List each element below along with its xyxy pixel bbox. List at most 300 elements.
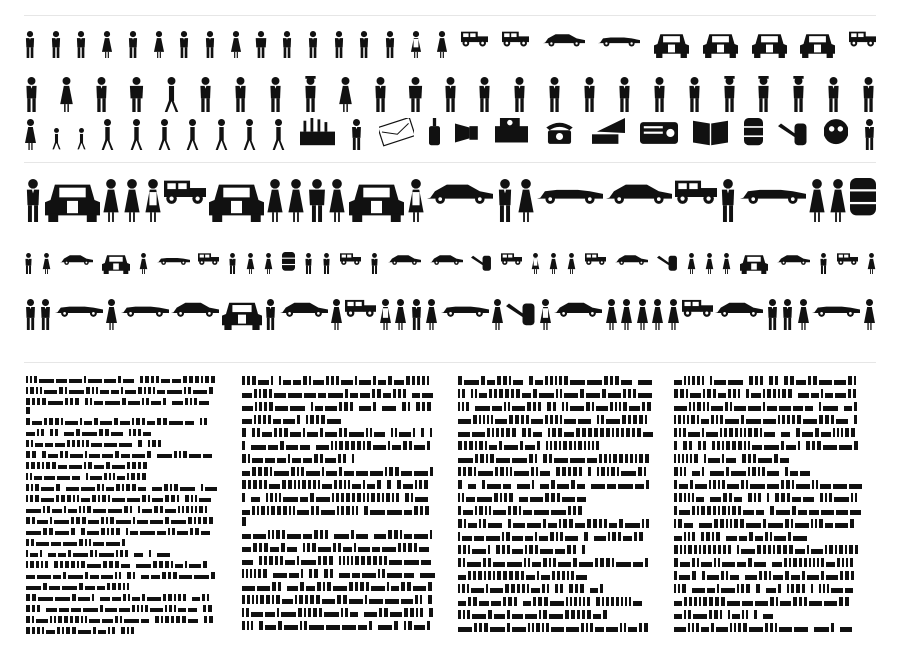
specimen-glyph [550,532,554,541]
specimen-glyph [737,562,746,567]
specimen-glyph [854,441,858,450]
specimen-glyph [134,553,143,557]
specimen-glyph [151,376,154,383]
specimen-glyph [587,458,597,463]
specimen-glyph [767,493,769,502]
specimen-glyph [291,467,295,476]
specimen-glyph [674,406,687,411]
specimen-glyph [473,597,477,606]
specimen-glyph [819,584,821,593]
specimen-glyph [406,376,410,385]
person-woman-icon [687,252,696,274]
specimen-glyph [159,561,163,568]
specimen-glyph [401,582,405,591]
sedan-car-icon [502,30,529,58]
specimen-glyph [557,493,560,502]
specimen-glyph [64,616,68,623]
specimen-glyph [352,454,354,463]
specimen-glyph [505,389,509,398]
specimen-glyph [303,376,307,385]
specimen-glyph [40,550,42,557]
specimen-glyph [421,560,431,565]
telephone-switchboard-icon [495,118,528,150]
specimen-glyph [286,445,298,450]
specimen-glyph [121,564,130,568]
person-woman-icon [808,178,826,222]
specimen-glyph [621,471,636,476]
specimen-glyph [338,543,341,552]
specimen-glyph [550,601,564,606]
specimen-glyph [597,467,599,476]
specimen-glyph [318,547,331,552]
specimen-glyph [339,573,350,578]
specimen-glyph [587,610,591,619]
specimen-glyph [242,517,246,526]
specimen-glyph [611,597,614,606]
specimen-glyph [352,493,355,502]
specimen-glyph [30,376,32,383]
specimen-glyph [839,445,852,450]
specimen-glyph [475,454,478,463]
specimen-glyph [392,493,394,502]
specimen-glyph [242,595,245,604]
specimen-glyph [352,573,360,578]
specimen-glyph [298,480,300,489]
specimen-glyph [633,601,642,606]
specimen-glyph [143,462,147,469]
specimen-glyph [420,608,423,617]
specimen-glyph [468,467,472,476]
limousine-car-icon [171,298,219,330]
specimen-glyph [132,418,134,425]
specimen-glyph [802,584,805,593]
specimen-glyph [130,531,138,535]
specimen-glyph [26,495,28,502]
specimen-glyph [420,573,435,578]
specimen-glyph [195,495,197,502]
specimen-glyph [688,545,692,554]
specimen-glyph [845,571,849,580]
specimen-glyph [458,432,470,437]
specimen-glyph [382,547,396,552]
specimen-glyph [280,556,283,565]
specimen-glyph [704,454,706,463]
specimen-glyph [265,625,276,630]
specimen-glyph [191,506,193,513]
specimen-glyph [702,467,704,476]
specimen-glyph [743,623,747,632]
specimen-glyph [100,605,103,612]
specimen-glyph [601,467,605,476]
specimen-glyph [815,519,817,528]
specimen-glyph [543,519,546,528]
specimen-glyph [688,493,690,502]
specimen-glyph [177,531,188,535]
specimen-glyph [718,480,720,489]
specimen-glyph [571,610,575,619]
specimen-glyph [48,401,63,405]
specimen-glyph [382,406,396,411]
specimen-glyph [183,594,186,601]
specimen-glyph [119,608,130,612]
specimen-glyph [408,543,412,552]
specimen-glyph [823,584,825,593]
specimen-glyph [307,543,310,552]
specimen-glyph [595,558,598,567]
specimen-glyph [812,480,814,489]
specimen-glyph [133,429,136,436]
specimen-glyph [674,441,677,450]
barrel-icon [744,118,763,150]
specimen-glyph [383,393,391,398]
front-car-icon [209,178,264,222]
specimen-glyph [127,498,140,502]
person-reading-icon [496,178,514,222]
specimen-glyph [837,558,840,567]
specimen-glyph [784,376,788,385]
pipe-icon [471,252,492,274]
specimen-glyph [82,517,86,524]
specimen-glyph [472,549,486,554]
person-suit-icon [652,76,667,112]
specimen-glyph [633,389,636,398]
specimen-glyph [512,549,523,554]
specimen-glyph [691,415,695,424]
limousine-car-icon [606,178,672,222]
front-car-icon [800,30,835,58]
specimen-glyph [343,595,347,604]
specimen-glyph [622,415,626,424]
specimen-glyph [370,510,385,515]
specimen-glyph [784,558,787,567]
specimen-glyph [72,627,76,634]
person-woman-icon [797,298,810,330]
specimen-glyph [265,612,275,617]
specimen-glyph [303,458,312,463]
specimen-glyph [521,415,524,424]
specimen-glyph [338,454,341,463]
specimen-glyph [112,465,125,469]
specimen-glyph [178,506,180,513]
specimen-glyph [26,432,35,436]
specimen-glyph [427,402,431,411]
specimen-glyph [419,480,422,489]
specimen-glyph [188,387,191,394]
specimen-glyph [793,597,797,606]
specimen-glyph [837,428,839,437]
specimen-glyph [26,451,30,458]
specimen-glyph [600,428,604,437]
specimen-glyph [492,406,502,411]
specimen-glyph [269,389,272,398]
specimen-glyph [793,558,797,567]
specimen-glyph [346,506,350,515]
specimen-glyph [58,553,66,557]
specimen-glyph [242,393,252,398]
specimen-glyph [763,402,765,411]
specimen-glyph [687,415,689,424]
specimen-glyph [592,402,594,411]
specimen-glyph [523,601,531,606]
person-worker-icon [198,76,213,112]
specimen-glyph [536,623,540,632]
specimen-glyph [192,597,200,601]
specimen-glyph [762,467,765,476]
specimen-glyph [558,562,571,567]
specimen-glyph [112,583,116,590]
specimen-glyph [742,601,753,606]
specimen-glyph [264,556,267,565]
specimen-glyph [479,393,487,398]
specimen-glyph [320,454,323,463]
specimen-glyph [610,402,613,411]
specimen-glyph [404,560,419,565]
specimen-glyph [263,415,266,424]
specimen-glyph [290,432,301,437]
specimen-glyph [686,389,688,398]
specimen-glyph [523,510,532,515]
specimen-glyph [473,571,476,580]
specimen-glyph [707,575,719,580]
specimen-glyph [674,571,677,580]
specimen-glyph [633,562,643,567]
specimen-glyph [332,493,334,502]
specimen-glyph [157,553,170,557]
specimen-glyph [88,462,92,469]
specimen-glyph [793,406,803,411]
specimen-glyph [720,428,722,437]
specimen-glyph [349,599,363,604]
specimen-glyph [50,429,53,436]
specimen-glyph [781,480,784,489]
specimen-glyph [373,376,376,385]
front-car-icon [752,30,787,58]
specimen-glyph [645,415,647,424]
specimen-glyph [533,597,536,606]
specimen-glyph [47,506,50,513]
specimen-glyph [297,467,299,476]
specimen-glyph [625,454,628,463]
specimen-glyph [475,506,477,515]
specimen-glyph [458,458,473,463]
specimen-glyph [487,484,501,489]
specimen-glyph [61,418,63,425]
specimen-glyph [674,467,678,476]
specimen-glyph [45,443,53,447]
specimen-glyph [165,605,167,612]
specimen-glyph [408,402,410,411]
specimen-glyph [692,506,695,515]
specimen-glyph [550,441,552,450]
specimen-glyph [49,586,60,590]
specimen-glyph [479,441,483,450]
specimen-glyph [285,560,295,565]
specimen-glyph [817,558,819,567]
specimen-glyph [540,549,553,554]
specimen-glyph [26,627,30,634]
specimen-glyph [307,432,318,437]
specimen-glyph [740,428,742,437]
specimen-glyph [758,467,760,476]
specimen-glyph [504,445,518,450]
specimen-glyph [500,467,504,476]
specimen-glyph [43,528,47,535]
specimen-glyph [150,608,163,612]
specimen-glyph [503,597,506,606]
specimen-glyph [478,571,482,580]
specimen-glyph [32,616,34,623]
specimen-glyph [775,623,777,632]
specimen-glyph [77,561,79,568]
specimen-glyph [325,432,337,437]
specimen-glyph [309,569,312,578]
specimen-glyph [568,467,571,476]
specimen-glyph [701,627,709,632]
specimen-glyph [679,493,682,502]
specimen-glyph [85,539,87,546]
specimen-glyph [396,493,399,502]
specimen-glyph [819,402,821,411]
specimen-glyph [817,441,821,450]
specimen-glyph [100,597,110,601]
person-standing-icon [333,30,345,58]
specimen-glyph [264,543,268,552]
specimen-glyph [811,549,823,554]
specimen-glyph [714,558,716,567]
specimen-glyph [737,584,739,593]
specimen-glyph [414,506,418,515]
specimen-glyph [590,588,598,593]
specimen-glyph [850,558,853,567]
specimen-glyph [117,476,125,480]
specimen-glyph [748,406,761,411]
specimen-glyph [770,623,773,632]
specimen-glyph [174,451,177,458]
specimen-glyph [42,398,46,405]
specimen-glyph [486,584,488,593]
specimen-glyph [422,376,425,385]
specimen-glyph [208,605,212,612]
specimen-glyph [56,379,67,383]
specimen-glyph [682,584,686,593]
person-woman-icon [567,252,576,274]
specimen-glyph [633,415,637,424]
specimen-glyph [73,495,75,502]
specimen-glyph [615,402,617,411]
specimen-glyph [530,497,543,502]
specimen-glyph [773,575,783,580]
specimen-glyph [99,429,103,436]
specimen-glyph [732,614,740,619]
specimen-glyph [259,480,262,489]
specimen-glyph [283,380,291,385]
person-woman-icon [667,298,680,330]
specimen-glyph [586,623,588,632]
specimen-glyph [535,545,538,554]
specimen-glyph [597,415,599,424]
specimen-glyph [787,584,789,593]
racing-car-icon [598,30,640,58]
specimen-glyph [683,441,687,450]
person-coat-icon [408,76,423,112]
specimen-glyph [555,549,565,554]
specimen-glyph [803,497,814,502]
specimen-glyph [53,575,61,579]
specimen-glyph [820,493,823,502]
specimen-glyph [414,445,425,450]
specimen-glyph [174,594,176,601]
specimen-glyph [709,480,711,489]
specimen-glyph [702,571,705,580]
specimen-glyph [62,627,64,634]
specimen-glyph [54,520,69,524]
specimen-glyph [169,421,183,425]
specimen-glyph [730,519,732,528]
specimen-glyph [427,621,430,630]
specimen-glyph [547,584,549,593]
specimen-glyph [599,519,602,528]
specimen-glyph [749,627,763,632]
specimen-glyph [512,536,523,541]
specimen-glyph [813,558,815,567]
specimen-glyph [71,608,81,612]
specimen-glyph [429,608,433,617]
specimen-glyph [149,550,151,557]
specimen-glyph [804,558,807,567]
specimen-glyph [140,531,155,535]
specimen-glyph [552,571,555,580]
specimen-glyph [744,428,746,437]
specimen-glyph [781,432,790,437]
specimen-glyph [254,415,256,424]
specimen-glyph [562,467,566,476]
specimen-glyph [58,465,67,469]
specimen-glyph [802,571,805,580]
specimen-glyph [807,575,819,580]
specimen-glyph [321,415,325,424]
specimen-glyph [566,402,568,411]
specimen-glyph [692,623,694,632]
specimen-glyph [740,519,744,528]
person-woman-icon [264,252,273,274]
specimen-glyph [205,487,217,491]
specimen-glyph [754,428,758,437]
specimen-glyph [284,625,298,630]
specimen-glyph [317,582,321,591]
specimen-glyph [85,398,88,405]
specimen-glyph [314,454,318,463]
person-desk-icon [94,76,109,112]
specimen-glyph [163,418,167,425]
specimen-glyph [811,393,819,398]
specimen-glyph [512,406,525,411]
person-suit-icon [617,76,632,112]
specimen-glyph [783,545,787,554]
specimen-glyph [127,583,129,590]
specimen-glyph [297,415,300,424]
specimen-glyph [205,506,207,513]
specimen-glyph [527,402,531,411]
specimen-glyph [164,484,168,491]
specimen-glyph [170,484,172,491]
specimen-glyph [363,493,365,502]
specimen-glyph [684,376,686,385]
specimen-glyph [281,612,296,617]
specimen-glyph [188,517,192,524]
specimen-glyph [112,597,121,601]
specimen-glyph [479,506,483,515]
specimen-glyph [479,623,482,632]
